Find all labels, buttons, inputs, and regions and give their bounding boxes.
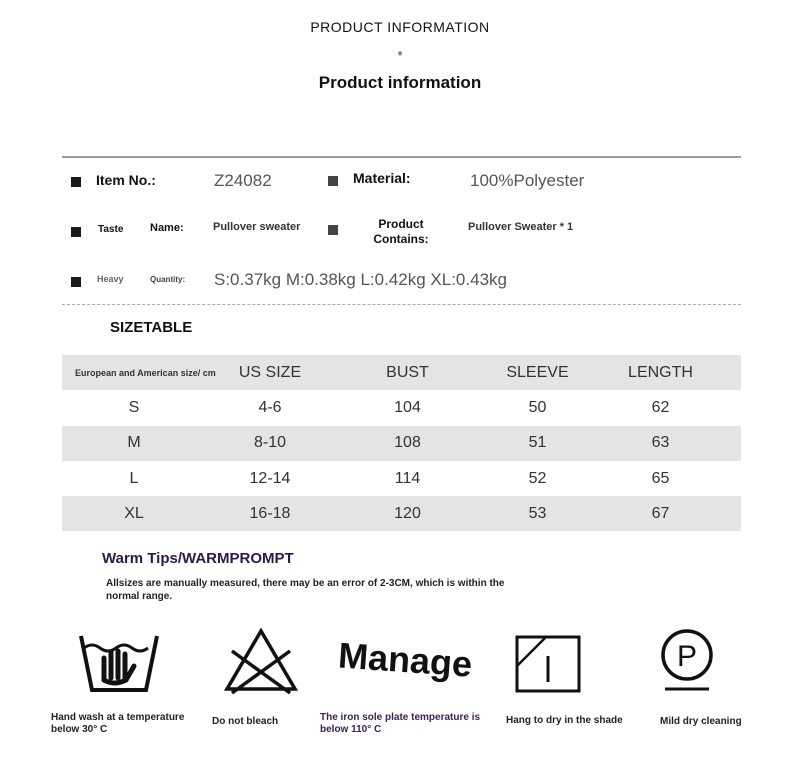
table-cell: 4-6 — [258, 398, 282, 416]
table-cell: 114 — [394, 469, 421, 487]
table-cell: 52 — [528, 469, 547, 487]
column-header: BUST — [320, 355, 495, 390]
column-header: LENGTH — [580, 355, 741, 390]
no-bleach-label: Do not bleach — [212, 716, 279, 727]
material-value: 100%Polyester — [470, 171, 585, 190]
bullet-square-icon — [71, 277, 81, 287]
iron-label: The iron sole plate temperature is below 110° C — [320, 712, 481, 735]
table-cell: 120 — [320, 496, 495, 531]
table-cell: 53 — [495, 496, 580, 531]
hand-wash-label: Hand wash at a temperature below 30° C — [51, 712, 185, 735]
dry-clean-icon — [655, 628, 719, 694]
dry-clean-label: Mild dry cleaning — [660, 716, 742, 727]
warm-tips-text: Allsizes are manually measured, there may be an error of 2-3CM, which is within the normal range. — [106, 578, 505, 602]
name-value: Pullover sweater — [213, 221, 301, 233]
bullet-square-icon — [71, 227, 81, 237]
section-divider — [62, 156, 741, 158]
table-cell: S — [128, 398, 140, 416]
hang-dry-label: Hang to dry in the shade — [506, 715, 623, 726]
material-label: Material: — [353, 170, 411, 186]
table-cell: 104 — [394, 398, 421, 416]
bullet-square-icon — [71, 177, 81, 187]
size-table-title: SIZETABLE — [110, 319, 193, 336]
table-row — [62, 390, 741, 425]
table-cell: L — [129, 469, 139, 487]
table-cell: 62 — [651, 398, 670, 416]
divider-mark: * — [397, 48, 403, 63]
table-cell: 50 — [528, 398, 547, 416]
table-cell: M — [62, 426, 220, 461]
dry-clean-letter: P — [676, 640, 698, 673]
product-contains-label: Product Contains: — [373, 217, 429, 246]
size-table — [62, 355, 741, 531]
table-cell: 51 — [495, 426, 580, 461]
product-contains-value: Pullover Sweater * 1 — [468, 221, 574, 233]
iron-icon-text: Manage — [336, 634, 474, 685]
quantity-label: Quantity: — [150, 275, 186, 284]
bullet-square-icon — [328, 225, 338, 235]
column-header: SLEEVE — [495, 355, 580, 390]
table-row — [62, 461, 741, 496]
iron-icon — [334, 632, 474, 690]
bullet-square-icon — [328, 176, 338, 186]
heavy-label: Heavy — [97, 274, 124, 284]
table-cell: 65 — [651, 469, 670, 487]
taste-label: Taste — [98, 224, 124, 235]
item-no-value: Z24082 — [214, 171, 272, 190]
table-row — [62, 426, 741, 461]
table-cell: 8-10 — [220, 426, 320, 461]
page-title: Product information — [318, 73, 482, 92]
table-row — [62, 496, 741, 531]
hand-wash-icon — [78, 628, 160, 696]
table-cell: 16-18 — [220, 496, 320, 531]
table-cell: XL — [62, 496, 220, 531]
column-header: European and American size/ cm — [62, 355, 220, 390]
table-cell: 108 — [320, 426, 495, 461]
weight-value: S:0.37kg M:0.38kg L:0.42kg XL:0.43kg — [214, 270, 507, 289]
warm-tips-title: Warm Tips/WARMPROMPT — [102, 550, 294, 567]
section-divider-dashed — [62, 304, 741, 305]
top-title: PRODUCT INFORMATION — [310, 19, 490, 35]
table-header-row — [62, 355, 741, 390]
table-cell: 63 — [580, 426, 741, 461]
item-no-label: Item No.: — [96, 172, 156, 188]
column-header: US SIZE — [220, 355, 320, 390]
hang-dry-icon — [514, 634, 582, 694]
table-cell: 12-14 — [249, 469, 291, 487]
table-cell: 67 — [580, 496, 741, 531]
no-bleach-icon — [224, 627, 298, 695]
name-label: Name: — [150, 222, 184, 234]
